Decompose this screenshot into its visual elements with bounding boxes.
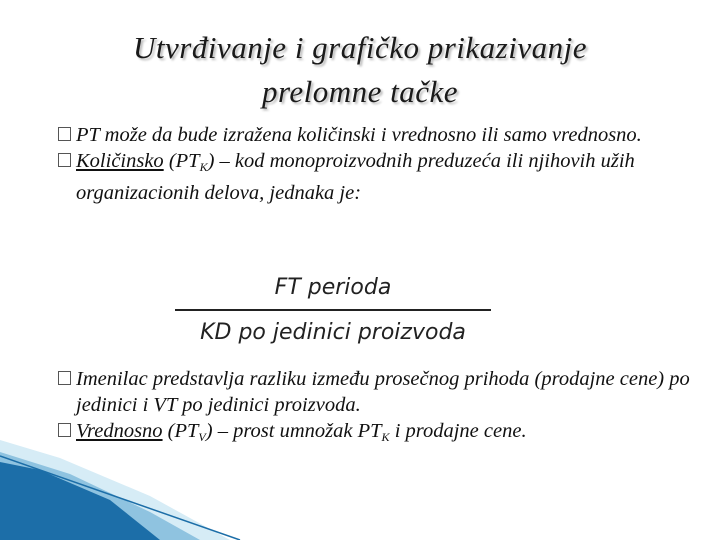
bullet-text: ) – prost umnožak PT [205, 420, 382, 442]
bullet-marker-icon [58, 153, 71, 167]
decorative-wave [0, 440, 720, 540]
bullet-marker-icon [58, 423, 71, 437]
subscript: K [199, 160, 208, 174]
bullet-text: Imenilac predstavlja razliku između prosečnog prihoda (prodajne cene) po jedinici i VT po jedinici proizvoda. [76, 368, 690, 416]
bullet-marker-icon [58, 127, 71, 141]
underlined-term: Količinsko [76, 150, 164, 172]
subscript: V [198, 430, 206, 444]
fraction-bar [175, 309, 491, 311]
formula [175, 272, 491, 349]
formula-denominator: KD po jedinici proizvoda [200, 320, 466, 345]
bullet-text: ) – kod monoproizvodnih preduzeća ili njihovih užih organizacionih delova, jednaka je: [76, 150, 635, 204]
bullet-text: (PT [163, 150, 200, 172]
bullet-item [58, 366, 698, 418]
bullet-text: PT može da bude izražena količinski i vrednosno ili samo vrednosno. [76, 124, 642, 146]
bullet-text: (PT [162, 420, 199, 442]
slide-title [60, 26, 660, 114]
underlined-term: Vrednosno [76, 420, 163, 442]
bullet-item [58, 148, 698, 206]
bullet-list-top [58, 122, 698, 206]
title-line-1: Utvrđivanje i grafičko prikazivanje [133, 30, 587, 65]
bullet-text: i prodajne cene. [389, 420, 527, 442]
title-line-2: prelomne tačke [261, 74, 459, 109]
subscript: K [381, 430, 390, 444]
bullet-list-bottom [58, 366, 698, 450]
formula-numerator: FT perioda [274, 275, 392, 300]
bullet-item [58, 122, 698, 148]
bullet-marker-icon [58, 371, 71, 385]
